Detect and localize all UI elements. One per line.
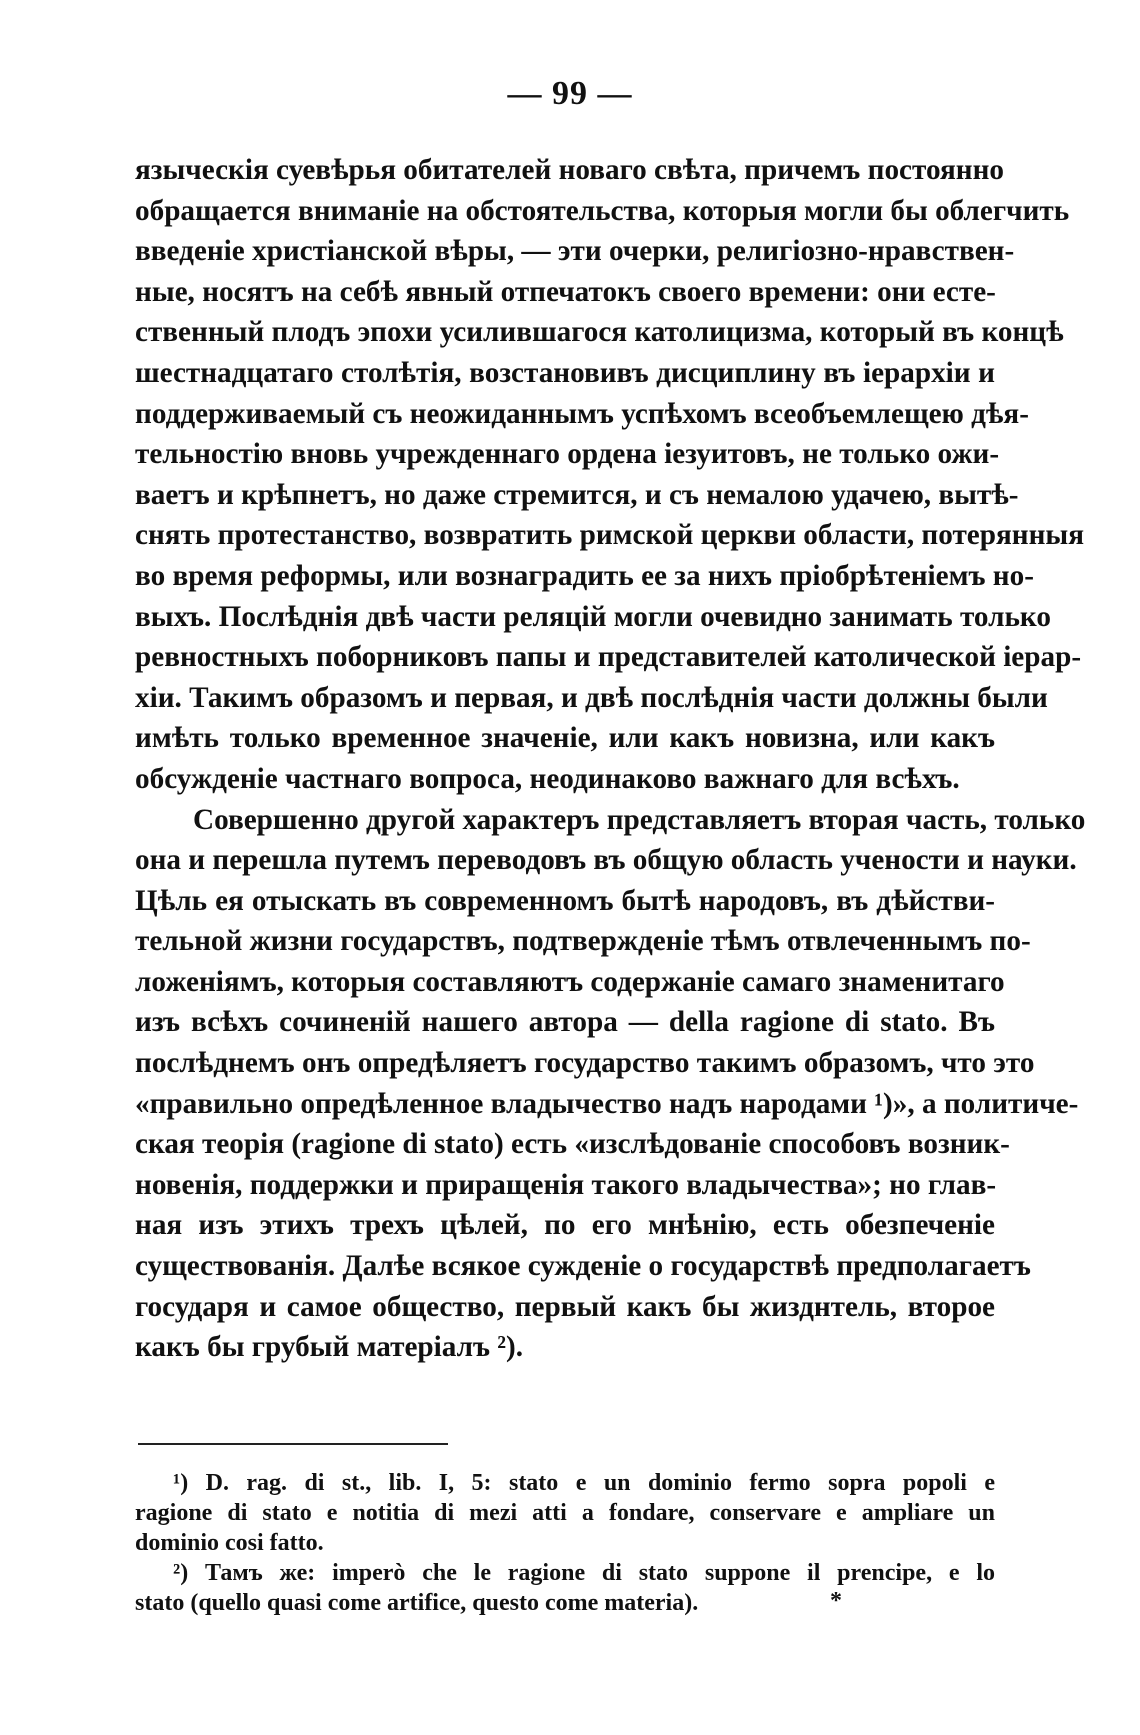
text-line: государя и самое общество, первый какъ бы жизднтель, второе — [135, 1290, 995, 1323]
text-line: обращается вниманіе на обстоятельства, которыя могли бы облегчить — [135, 194, 1070, 227]
footnote — [135, 1558, 995, 1618]
text-line: тельной жизни государствъ, подтвержденіе тѣмъ отвлеченнымъ по- — [135, 925, 1031, 958]
text-line: изъ всѣхъ сочиненій нашего автора — della ragione di stato. Въ — [135, 1006, 995, 1039]
text-line: существованія. Далѣе всякое сужденіе о государствѣ предполагаетъ — [135, 1250, 1031, 1283]
text-line: ревностныхъ поборниковъ папы и представителей католической іерар- — [135, 641, 1082, 674]
text-line: она и перешла путемъ переводовъ въ общую область учености и науки. — [135, 844, 1077, 877]
footnote-line: ²) Тамъ же: imperò che le ragione di stato suppone il prencipe, e lo — [173, 1560, 995, 1586]
page-number: — 99 — — [507, 75, 633, 112]
text-line: поддерживаемый съ неожиданнымъ успѣхомъ всеобъемлещею дѣя- — [135, 397, 1029, 430]
text-line: тельностію вновь учрежденнаго ордена іезуитовъ, не только ожи- — [135, 438, 1000, 471]
text-line: во время реформы, или вознаградить ее за нихъ пріобрѣтеніемъ но- — [135, 559, 1034, 592]
text-line: послѣднемъ онъ опредѣляетъ государство такимъ образомъ, что это — [135, 1047, 1035, 1080]
text-line: ная изъ этихъ трехъ цѣлей, по его мнѣнію, есть обезпеченіе — [135, 1209, 995, 1242]
text-line: введеніе христіанской вѣры, — эти очерки, религіозно-нравствен- — [135, 235, 1015, 268]
footnote-line: stato (quello quasi come artifice, questo come materia). — [135, 1590, 699, 1616]
footnote-divider — [138, 1443, 448, 1445]
text-line: хіи. Такимъ образомъ и первая, и двѣ послѣднія части должны были — [135, 681, 1048, 714]
footnotes — [135, 1468, 995, 1618]
text-line: имѣть только временное значеніе, или какъ новизна, или какъ — [135, 722, 995, 755]
text-line: Совершенно другой характеръ представляетъ вторая часть, только — [193, 803, 1086, 836]
footnote-line: ragione di stato e notitia di mezi atti a fondare, conservare e ampliare un — [135, 1500, 995, 1526]
text-line: выхъ. Послѣднія двѣ части реляцій могли очевидно занимать только — [135, 600, 1051, 633]
footnote — [135, 1468, 995, 1558]
text-line: языческія суевѣрья обитателей новаго свѣта, причемъ постоянно — [135, 154, 1004, 186]
text-line: новенія, поддержки и приращенія такого владычества»; но глав- — [135, 1168, 997, 1201]
body-text — [135, 150, 1086, 1368]
text-line: шестнадцатаго столѣтія, возстановивъ дисциплину въ іерархіи и — [135, 356, 995, 389]
end-mark: * — [830, 1588, 842, 1614]
text-line: какъ бы грубый матеріалъ ²). — [135, 1331, 524, 1364]
text-line: обсужденіе частнаго вопроса, неодинаково важнаго для всѣхъ. — [135, 762, 960, 795]
text-line: Цѣль ея отыскать въ современномъ бытѣ народовъ, въ дѣйстви- — [135, 884, 995, 917]
text-line: снять протестанство, возвратить римской церкви области, потерянныя — [135, 519, 1084, 552]
text-line: ская теорія (ragione di stato) есть «изслѣдованіе способовъ возник- — [135, 1128, 1010, 1161]
text-line: ложеніямъ, которыя составляютъ содержаніе самаго знаменитаго — [135, 965, 1005, 998]
footnote-line: dominio cosi fatto. — [135, 1530, 324, 1556]
text-line: «правильно опредѣленное владычество надъ народами ¹)», а политиче- — [135, 1087, 1079, 1120]
text-line: ваетъ и крѣпнетъ, но даже стремится, и съ немалою удачею, вытѣ- — [135, 478, 1019, 511]
footnote-line: ¹) D. rag. di st., lib. I, 5: stato e un dominio fermo sopra popoli e — [173, 1470, 995, 1496]
text-line: ные, носятъ на себѣ явный отпечатокъ своего времени: они есте- — [135, 275, 996, 308]
paragraph — [135, 150, 1084, 800]
paragraph — [135, 800, 1086, 1368]
text-line: ственный плодъ эпохи усилившагося католицизма, который въ концѣ — [135, 316, 1064, 349]
